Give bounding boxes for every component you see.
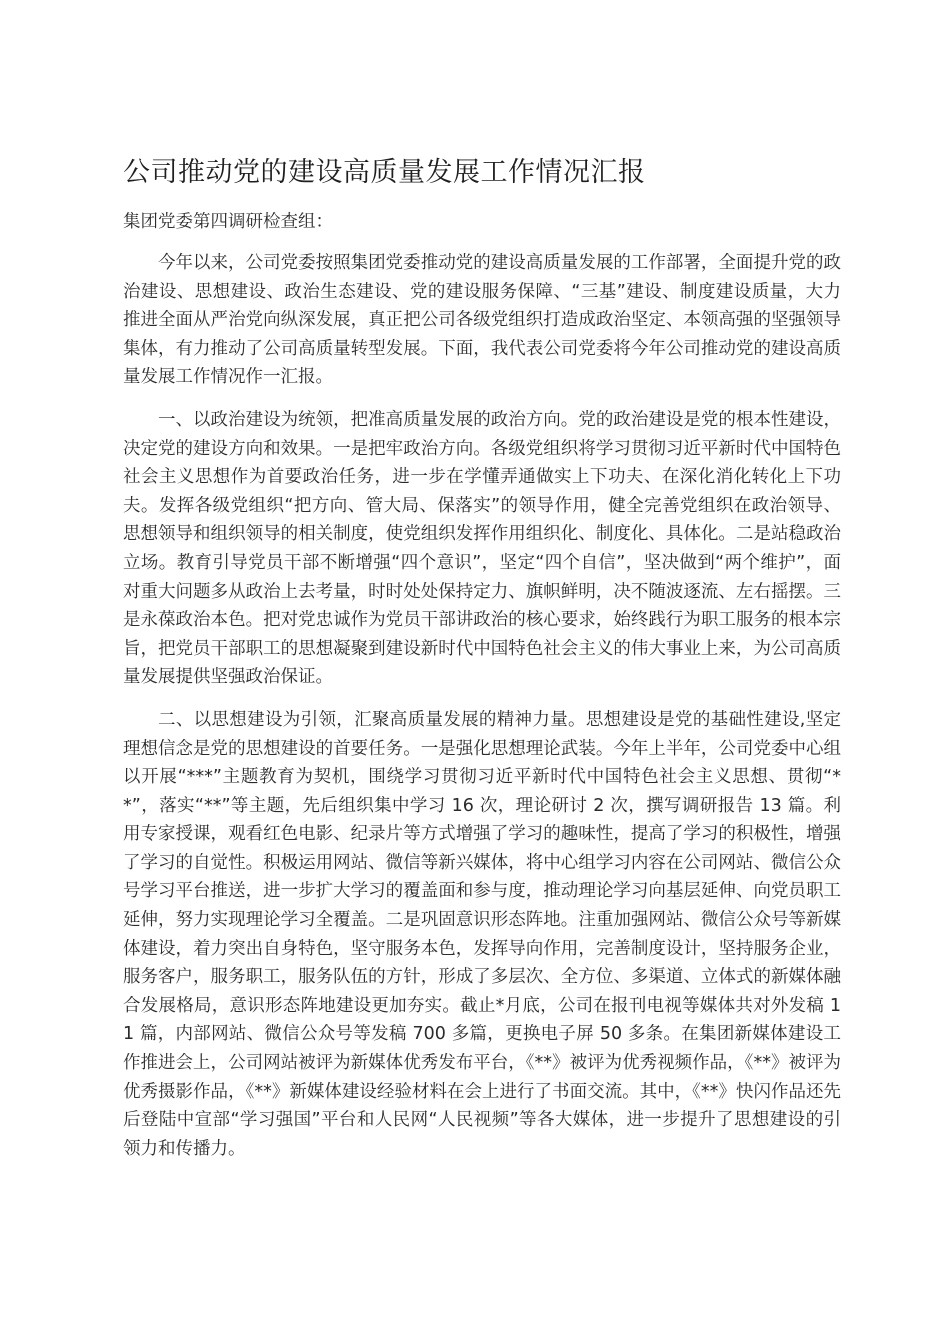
document-body xyxy=(123,249,841,1177)
document-title: 公司推动党的建设高质量发展工作情况汇报 xyxy=(123,157,646,188)
paragraph-introduction: 今年以来，公司党委按照集团党委推动党的建设高质量发展的工作部署，全面提升党的政治建设、思想建设、政治生态建设、党的建设服务保障、“三基”建设、制度建设质量，大力推进全面从严治党向纵深发展，真正把公司各级党组织打造成政治坚定、本领高强的坚强领导集体，有力推动了公司高质量转型发展。下面，我代表公司党委将今年公司推动党的建设高质量发展工作情况作一汇报。 xyxy=(123,253,841,388)
paragraph-ideological-construction: 二、以思想建设为引领，汇聚高质量发展的精神力量。思想建设是党的基础性建设,坚定理想信念是党的思想建设的首要任务。一是强化思想理论武装。今年上半年，公司党委中心组以开展“***”主题教育为契机，围绕学习贯彻习近平新时代中国特色社会主义思想、贯彻“**”，落实“**”等主题，先后组织集中学习 16 次，理论研讨 2 次，撰写调研报告 13 篇。利用专家授课，观看红色电影、纪录片等方式增强了学习的趣味性，提高了学习的积极性，增强了学习的自觉性。积极运用网站、微信等新兴媒体，将中心组学习内容在公司网站、微信公众号学习平台推送，进一步扩大学习的覆盖面和参与度，推动理论学习向基层延伸、向党员职工延伸，努力实现理论学习全覆盖。二是巩固意识形态阵地。注重加强网站、微信公众号等新媒体建设，着力突出自身特色，坚守服务本色，发挥导向作用，完善制度设计，坚持服务企业，服务客户，服务职工，服务队伍的方针，形成了多层次、全方位、多渠道、立体式的新媒体融合发展格局，意识形态阵地建设更加夯实。截止*月底，公司在报刊电视等媒体共对外发稿 11 篇，内部网站、微信公众号等发稿 700 多篇，更换电子屏 50 多条。在集团新媒体建设工作推进会上，公司网站被评为新媒体优秀发布平台，《**》被评为优秀视频作品，《**》被评为优秀摄影作品，《**》新媒体建设经验材料在会上进行了书面交流。其中，《**》快闪作品还先后登陆中宣部“学习强国”平台和人民网“人民视频”等各大媒体，进一步提升了思想建设的引领力和传播力。 xyxy=(123,709,841,1159)
salutation: 集团党委第四调研检查组： xyxy=(123,212,333,232)
paragraph-political-construction: 一、以政治建设为统领，把准高质量发展的政治方向。党的政治建设是党的根本性建设，决定党的建设方向和效果。一是把牢政治方向。各级党组织将学习贯彻习近平新时代中国特色社会主义思想作为首要政治任务，进一步在学懂弄通做实上下功夫、在深化消化转化上下功夫。发挥各级党组织“把方向、管大局、保落实”的领导作用，健全完善党组织在政治领导、思想领导和组织领导的相关制度，使党组织发挥作用组织化、制度化、具体化。二是站稳政治立场。教育引导党员干部不断增强“四个意识”，坚定“四个自信”，坚决做到“两个维护”，面对重大问题多从政治上去考量，时时处处保持定力、旗帜鲜明，决不随波逐流、左右摇摆。三是永葆政治本色。把对党忠诚作为党员干部讲政治的核心要求，始终践行为职工服务的根本宗旨，把党员干部职工的思想凝聚到建设新时代中国特色社会主义的伟大事业上来，为公司高质量发展提供坚强政治保证。 xyxy=(123,409,841,688)
